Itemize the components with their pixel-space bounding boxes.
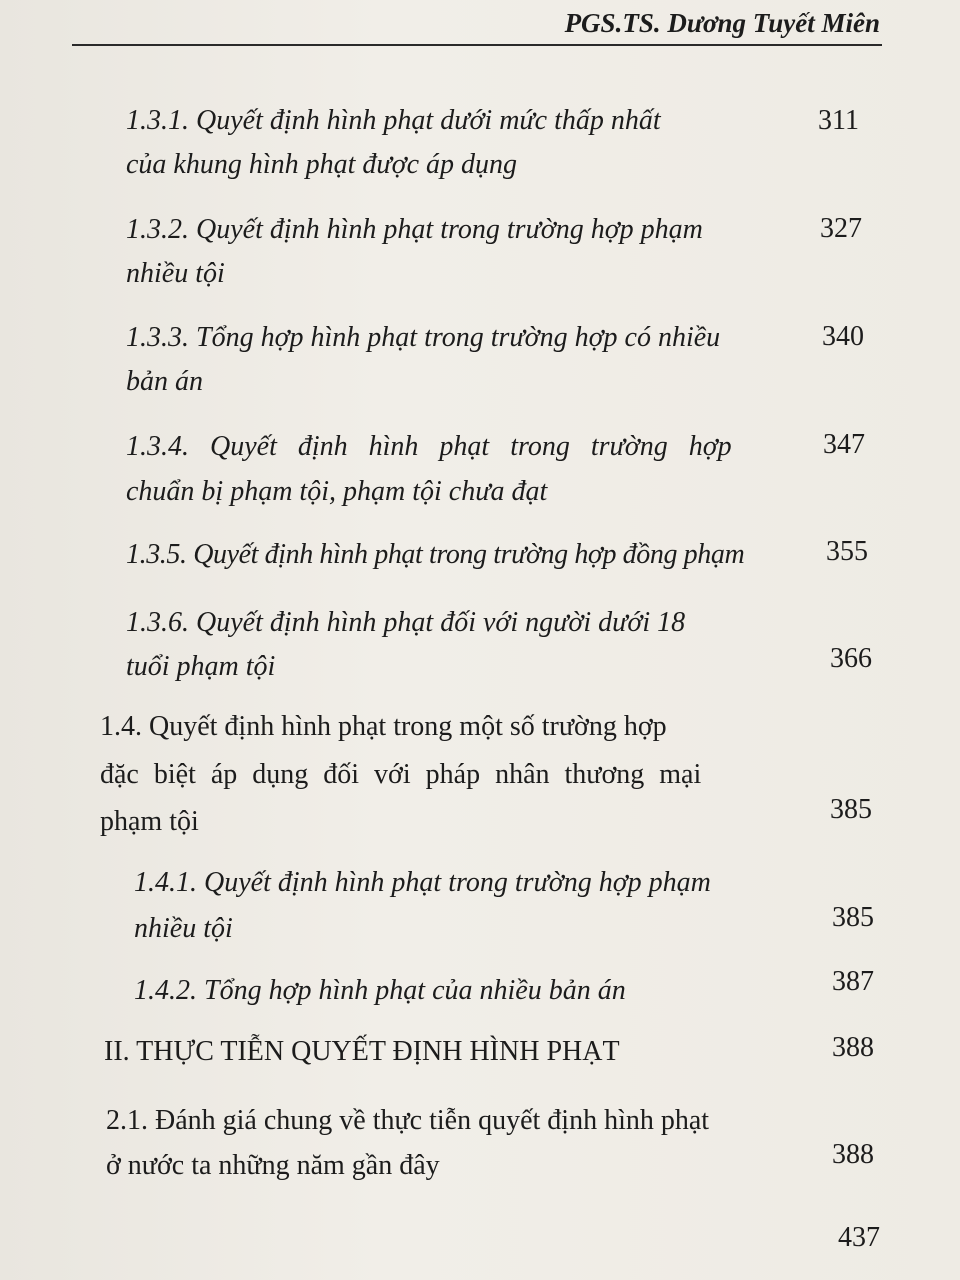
toc-page-number: 347 [823,429,865,460]
toc-line: 1.4.1. Quyết định hình phạt trong trường hợp phạm [134,867,711,898]
toc-line: 1.4.2. Tổng hợp hình phạt của nhiều bản án [134,975,626,1006]
toc-line: tuổi phạm tội [126,651,276,682]
toc-line: phạm tội [100,806,199,837]
toc-line: của khung hình phạt được áp dụng [126,149,518,180]
toc-line: 1.3.6. Quyết định hình phạt đối với người dưới 18 [126,607,686,638]
toc-page-number: 366 [830,643,872,674]
toc-line: nhiều tội [126,258,225,289]
toc-line: 1.4. Quyết định hình phạt trong một số trường hợp [100,711,667,742]
toc-line: đặc biệt áp dụng đối với pháp nhân thương mại [100,759,702,790]
page-number: 437 [838,1222,880,1253]
toc-page-number: 311 [818,105,859,136]
toc-page-number: 388 [832,1139,874,1170]
toc-line: 1.3.4. Quyết định hình phạt trong trường hợp [126,431,732,462]
toc-line: 1.3.1. Quyết định hình phạt dưới mức thấp nhất [126,105,661,136]
toc-line: nhiều tội [134,913,233,944]
toc-page-number: 327 [820,213,862,244]
toc-page-number: 355 [826,536,868,567]
toc-page-number: 387 [832,966,874,997]
toc-page-number: 385 [830,794,872,825]
toc-line: ở nước ta những năm gần đây [106,1150,440,1181]
toc-line: 1.3.5. Quyết định hình phạt trong trường hợp đồng phạm [126,539,745,570]
header-rule [72,44,882,46]
toc-line: 1.3.2. Quyết định hình phạt trong trường hợp phạm [126,214,703,245]
toc-line: bản án [126,366,203,397]
toc-line: II. THỰC TIỄN QUYẾT ĐỊNH HÌNH PHẠT [104,1036,620,1067]
toc-line: chuẩn bị phạm tội, phạm tội chưa đạt [126,476,548,507]
toc-line: 1.3.3. Tổng hợp hình phạt trong trường hợp có nhiều [126,322,721,353]
running-header-author: PGS.TS. Dương Tuyết Miên [564,8,880,38]
toc-page-number: 340 [822,321,864,352]
toc-line: 2.1. Đánh giá chung về thực tiễn quyết định hình phạt [106,1105,710,1136]
toc-page-number: 385 [832,902,874,933]
toc-page-number: 388 [832,1032,874,1063]
